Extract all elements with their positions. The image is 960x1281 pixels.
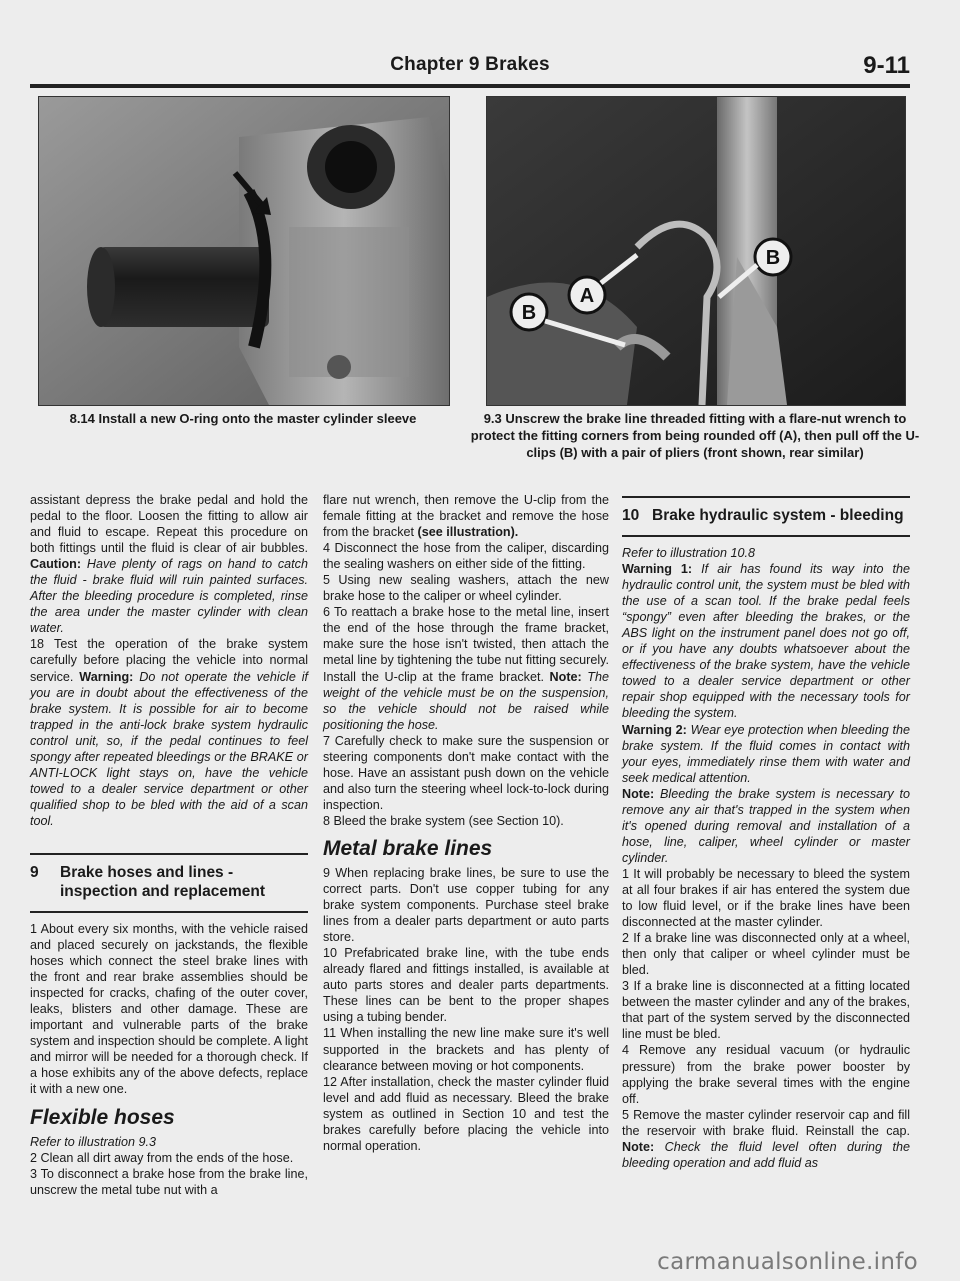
flexible-hoses-heading: Flexible hoses <box>30 1105 175 1129</box>
paragraph: Warning 2: Wear eye protection when bleeding the brake system. If the fluid comes in contact with your eyes, immediately rinse them with water and seek medical attention. <box>622 722 910 785</box>
section-rule <box>622 535 910 537</box>
page-header <box>30 52 910 88</box>
paragraph: 11 When installing the new line make sure it's well supported in the brackets and has plenty of clearance between moving or hot components. <box>323 1026 609 1073</box>
section-10-heading: 10 Brake hydraulic system - bleeding <box>622 507 904 524</box>
paragraph: 8 Bleed the brake system (see Section 10). <box>323 813 564 828</box>
watermark: carmanualsonline.info <box>657 1249 918 1275</box>
paragraph: 5 Remove the master cylinder reservoir cap and fill the reservoir with brake fluid. Reinstall the cap. Note: Check the fluid level often during the bleeding operation and add fluid as <box>622 1107 910 1170</box>
label-a: A <box>579 285 595 307</box>
label-b-right: B <box>765 247 781 269</box>
paragraph: 4 Remove any residual vacuum (or hydraulic pressure) from the brake power booster by applying the brake several times with the engine off. <box>622 1043 910 1106</box>
illustration-ref: Refer to illustration 9.3 <box>30 1134 156 1149</box>
paragraph: 12 After installation, check the master cylinder fluid level and add fluid as necessary. Bleed the brake system as outlined in Section 10 and test the brakes carefully before placing the vehicle into normal operation. <box>323 1074 609 1153</box>
paragraph: 3 If a brake line is disconnected at a fitting located between the master cylinder and any of the brakes, that part of the system served by the disconnected line must be bled. <box>622 979 910 1042</box>
text-column-1 <box>30 492 308 1198</box>
section-rule <box>622 496 910 498</box>
figure-9-3-caption: 9.3 Unscrew the brake line threaded fitting with a flare-nut wrench to protect the fitting corners from being rounded off (A), then pull off the U-clips (B) with a pair of pliers (front shown, rear similar) <box>470 411 920 460</box>
paragraph: assistant depress the brake pedal and hold the pedal to the floor. Loosen the fitting to allow air and fluid to escape. Repeat this procedure on both fittings until the fluid is clear of air bubbles. Caution: Have plenty of rags on hand to catch the fluid - brake fluid will ruin painted surfaces. After the bleeding procedure is completed, rinse the area under the master cylinder with clean water. <box>30 493 308 636</box>
figure-8-14-caption: 8.14 Install a new O-ring onto the master cylinder sleeve <box>69 411 417 426</box>
section-rule <box>30 911 308 913</box>
paragraph: 9 When replacing brake lines, be sure to use the correct parts. Don't use copper tubing for any brake system components. Purchase steel brake lines from a dealer parts department or auto parts store. <box>323 865 609 945</box>
paragraph: 3 To disconnect a brake hose from the brake line, unscrew the metal tube nut with a <box>30 1166 308 1197</box>
paragraph: 18 Test the operation of the brake system carefully before placing the vehicle into normal service. Warning: Do not operate the vehicle if you are in doubt about the effectiveness of the brake system. It is possible for air to become trapped in the anti-lock brake system hydraulic control unit, so, if the pedal continues to feel spongy after repeated bleedings or the BRAKE or ANTI-LOCK light stays on, have the vehicle towed to a dealer service department or other qualified shop to be bled with the aid of a scan tool. <box>30 637 308 828</box>
section-rule <box>30 853 308 855</box>
paragraph: 1 It will probably be necessary to bleed the system at all four brakes if air has entered the system due to low fluid level, or if the brake lines have been disconnected at the master cylinder. <box>622 866 910 930</box>
paragraph: flare nut wrench, then remove the U-clip from the female fitting at the bracket and remove the hose from the bracket (see illustration). <box>323 493 609 540</box>
paragraph: Warning 1: If air has found its way into the hydraulic control unit, the system must be bled with the use of a scan tool. If the brake pedal feels “spongy” even after bleeding the brakes, or the ABS light on the instrument panel does not go off, or if you have any doubts whatsoever about the effectiveness of the brake system, have the vehicle towed to a dealer service department or other repair shop equipped with the necessary tools for bleeding the system. <box>622 562 910 721</box>
metal-brake-lines-heading: Metal brake lines <box>323 836 493 860</box>
paragraph: 6 To reattach a brake hose to the metal line, insert the end of the hose through the frame bracket, make sure the hose isn't twisted, then attach the metal line by tightening the tube nut fitting securely. Install the U-clip at the frame bracket. Note: The weight of the vehicle must be on the suspension, so the vehicle should not be raised while positioning the hose. <box>323 605 609 732</box>
paragraph: Note: Bleeding the brake system is necessary to remove any air that's trapped in the system when it's opened during removal and installation of a hose, line, caliper, wheel cylinder or master cylinder. <box>622 786 910 865</box>
paragraph: 2 Clean all dirt away from the ends of the hose. <box>30 1150 294 1165</box>
page-number: 9-11 <box>863 52 910 79</box>
paragraph: 7 Carefully check to make sure the suspension or steering components don't make contact with the hose. Have an assistant push down on the vehicle and also turn the steering wheel lock-to-lock during inspection. <box>323 733 609 812</box>
paragraph: 5 Using new sealing washers, attach the new brake hose to the caliper or wheel cylinder. <box>323 573 609 604</box>
figure-8-14-photo <box>38 96 450 406</box>
paragraph: 10 Prefabricated brake line, with the tube ends already flared and fittings installed, is available at auto parts stores and dealer parts departments. These lines can be bent to the proper shapes using a tubing bender. <box>323 946 609 1025</box>
header-rule <box>30 84 910 88</box>
section-9-heading: 9 Brake hoses and lines - inspection and replacement <box>30 863 265 900</box>
paragraph: 4 Disconnect the hose from the caliper, discarding the sealing washers on either side of the fitting. <box>323 541 609 572</box>
illustration-ref: Refer to illustration 10.8 <box>622 546 756 560</box>
figure-9-3-photo <box>486 96 906 406</box>
text-column-3 <box>622 496 910 1171</box>
label-b-left: B <box>521 302 537 324</box>
text-column-2 <box>323 492 609 1154</box>
paragraph: 2 If a brake line was disconnected only at a wheel, then only that caliper or wheel cylinder must be bled. <box>622 931 910 978</box>
paragraph: 1 About every six months, with the vehicle raised and placed securely on jackstands, the flexible hoses which connect the steel brake lines with the front and rear brake assemblies should be inspected for cracks, chafing of the outer cover, leaks, blisters and other damage. These are important and vulnerable parts of the brake system and inspection should be complete. A light and mirror will be needed for a thorough check. If a hose exhibits any of the above defects, replace it with a new one. <box>30 921 308 1097</box>
chapter-title: Chapter 9 Brakes <box>390 54 550 75</box>
